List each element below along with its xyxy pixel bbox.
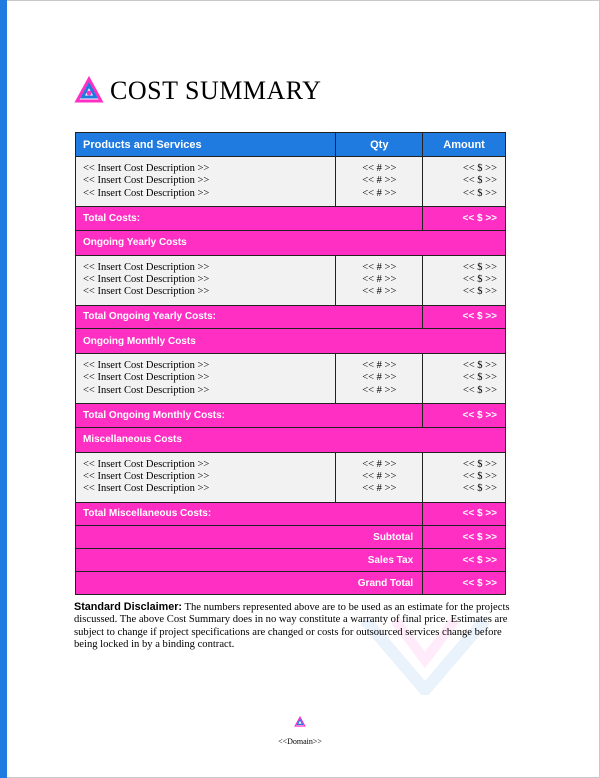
- cost-table: [75, 132, 506, 595]
- item-description: << Insert Cost Description >>: [83, 360, 210, 372]
- item-descriptions: [76, 157, 336, 207]
- page-title: COST SUMMARY: [110, 76, 322, 105]
- disclaimer-text: The numbers represented above are to be used as an estimate for the projects discussed. The above Cost Summary does in no way constitute a warranty of final price. Estimates are subject to change if project specifications are changed or costs for outsourced services change before being locked in by a binding contract.: [74, 602, 510, 650]
- summary-label: Subtotal: [76, 526, 423, 549]
- header-amount: Amount: [423, 133, 506, 157]
- item-description: << Insert Cost Description >>: [83, 273, 210, 285]
- section-total-row: [76, 404, 506, 428]
- triangle-knot-logo-icon: [74, 76, 104, 106]
- summary-value: << $ >>: [423, 526, 506, 549]
- item-quantities: [336, 452, 423, 502]
- item-qty: << # >>: [362, 286, 397, 298]
- header-qty: Qty: [336, 133, 423, 157]
- section-total-row: [76, 207, 506, 231]
- item-amounts: [423, 157, 506, 207]
- item-qty: << # >>: [362, 273, 397, 285]
- item-qty: << # >>: [362, 384, 397, 396]
- section-total-label: Total Ongoing Yearly Costs:: [76, 305, 423, 329]
- item-description: << Insert Cost Description >>: [83, 175, 210, 187]
- footer-logo-icon: [294, 716, 306, 728]
- section-total-label: Total Costs:: [76, 207, 423, 231]
- section-total-label: Total Ongoing Monthly Costs:: [76, 404, 423, 428]
- section-title-row: [76, 230, 506, 255]
- section-total-row: [76, 502, 506, 526]
- section-total-value: << $ >>: [423, 502, 506, 526]
- section-title-row: [76, 329, 506, 354]
- item-qty: << # >>: [362, 187, 397, 199]
- table-header-row: [76, 133, 506, 157]
- item-qty: << # >>: [362, 261, 397, 273]
- item-amount: << $ >>: [462, 286, 497, 298]
- item-quantities: [336, 157, 423, 207]
- header-products-services: Products and Services: [76, 133, 336, 157]
- item-qty: << # >>: [362, 458, 397, 470]
- summary-label: Sales Tax: [76, 549, 423, 572]
- item-amount: << $ >>: [462, 273, 497, 285]
- item-description: << Insert Cost Description >>: [83, 470, 210, 482]
- summary-row: [76, 549, 506, 572]
- section-total-value: << $ >>: [423, 305, 506, 329]
- standard-disclaimer: [74, 601, 526, 651]
- section-total-value: << $ >>: [423, 207, 506, 231]
- item-amount: << $ >>: [462, 384, 497, 396]
- section-total-row: [76, 305, 506, 329]
- summary-value: << $ >>: [423, 549, 506, 572]
- item-description: << Insert Cost Description >>: [83, 458, 210, 470]
- items-row: [76, 354, 506, 404]
- item-description: << Insert Cost Description >>: [83, 163, 210, 175]
- footer: [0, 716, 600, 749]
- item-description: << Insert Cost Description >>: [83, 261, 210, 273]
- items-row: [76, 452, 506, 502]
- left-accent-bar: [0, 0, 7, 778]
- item-qty: << # >>: [362, 470, 397, 482]
- section-title: Ongoing Yearly Costs: [76, 230, 506, 255]
- item-amounts: [423, 354, 506, 404]
- item-amount: << $ >>: [462, 372, 497, 384]
- section-title: Miscellaneous Costs: [76, 427, 506, 452]
- item-description: << Insert Cost Description >>: [83, 384, 210, 396]
- item-qty: << # >>: [362, 483, 397, 495]
- item-qty: << # >>: [362, 360, 397, 372]
- section-total-label: Total Miscellaneous Costs:: [76, 502, 423, 526]
- item-amounts: [423, 452, 506, 502]
- item-descriptions: [76, 255, 336, 305]
- item-amount: << $ >>: [462, 470, 497, 482]
- item-qty: << # >>: [362, 372, 397, 384]
- summary-row: [76, 526, 506, 549]
- disclaimer-label: Standard Disclaimer:: [74, 601, 183, 613]
- item-amount: << $ >>: [462, 175, 497, 187]
- footer-domain: <<Domain>>: [278, 737, 322, 746]
- section-title-row: [76, 427, 506, 452]
- items-row: [76, 255, 506, 305]
- summary-label: Grand Total: [76, 572, 423, 595]
- section-title: Ongoing Monthly Costs: [76, 329, 506, 354]
- item-amounts: [423, 255, 506, 305]
- item-amount: << $ >>: [462, 458, 497, 470]
- summary-row: [76, 572, 506, 595]
- header: [74, 74, 321, 108]
- item-descriptions: [76, 354, 336, 404]
- items-row: [76, 157, 506, 207]
- item-amount: << $ >>: [462, 483, 497, 495]
- item-amount: << $ >>: [462, 163, 497, 175]
- item-description: << Insert Cost Description >>: [83, 483, 210, 495]
- item-description: << Insert Cost Description >>: [83, 286, 210, 298]
- item-quantities: [336, 354, 423, 404]
- item-amount: << $ >>: [462, 360, 497, 372]
- item-descriptions: [76, 452, 336, 502]
- item-description: << Insert Cost Description >>: [83, 187, 210, 199]
- item-quantities: [336, 255, 423, 305]
- section-total-value: << $ >>: [423, 404, 506, 428]
- summary-value: << $ >>: [423, 572, 506, 595]
- item-qty: << # >>: [362, 175, 397, 187]
- item-description: << Insert Cost Description >>: [83, 372, 210, 384]
- item-qty: << # >>: [362, 163, 397, 175]
- item-amount: << $ >>: [462, 261, 497, 273]
- item-amount: << $ >>: [462, 187, 497, 199]
